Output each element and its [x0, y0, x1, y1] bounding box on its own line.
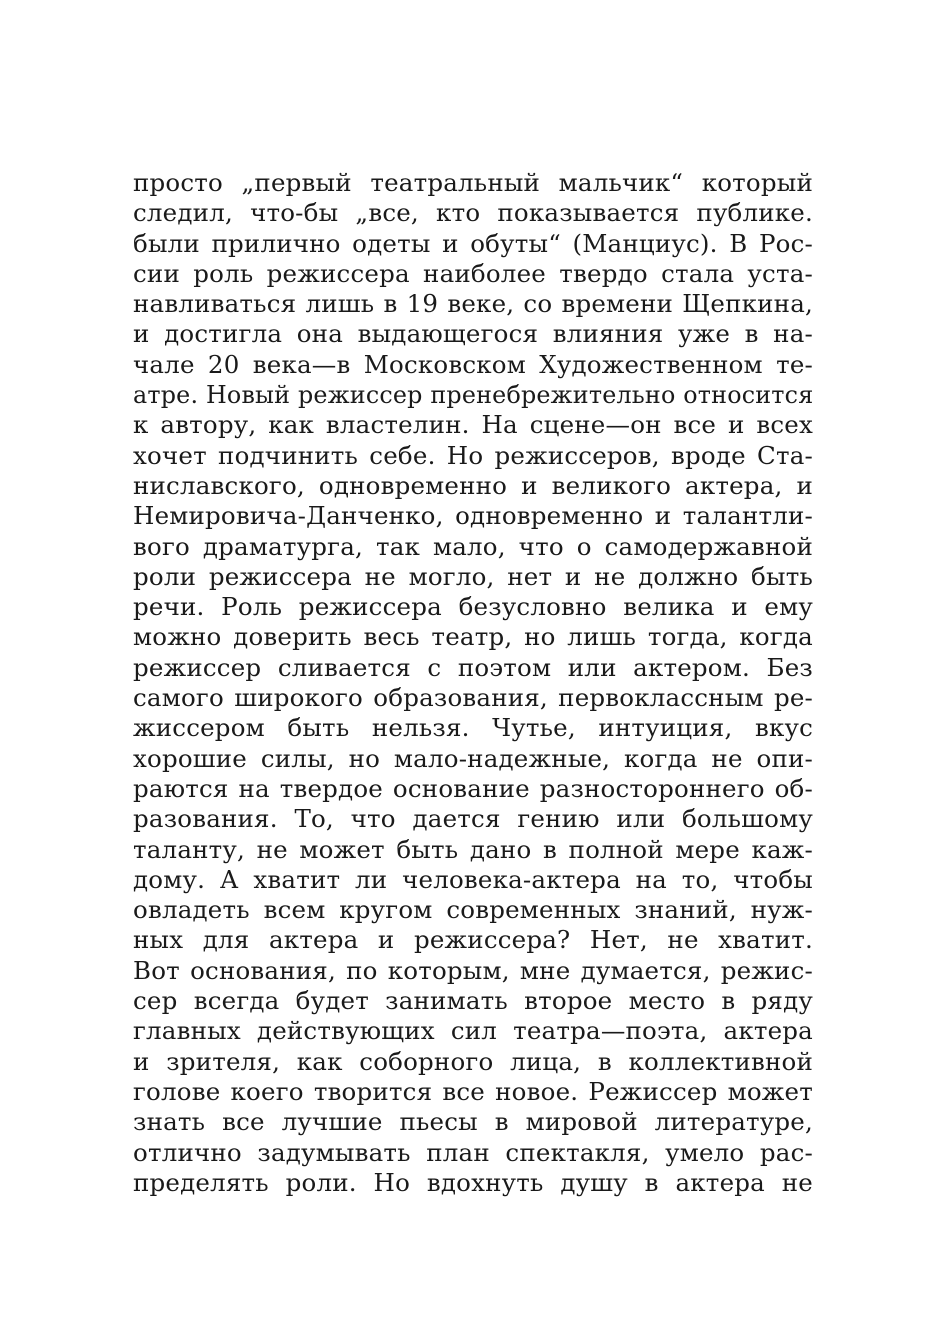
- text-line: отлично задумывать план спектакля, умело рас-: [133, 1137, 813, 1167]
- text-line: главных действующих сил театра—поэта, актера: [133, 1016, 813, 1046]
- text-line: Немировича-Данченко, одновременно и талантли-: [133, 501, 813, 531]
- text-line: навливаться лишь в 19 веке, со времени Щепкина,: [133, 289, 813, 319]
- text-line: сии роль режиссера наиболее твердо стала уста-: [133, 258, 813, 288]
- text-line: и зрителя, как соборного лица, в коллективной: [133, 1046, 813, 1076]
- text-line: ных для актера и режиссера? Нет, не хватит.: [133, 925, 813, 955]
- text-line: к автору, как властелин. На сцене—он все и всех: [133, 410, 813, 440]
- text-line: пределять роли. Но вдохнуть душу в актера не: [133, 1167, 813, 1197]
- text-line: и достигла она выдающегося влияния уже в на-: [133, 319, 813, 349]
- text-line: вого драматурга, так мало, что о самодержавной: [133, 531, 813, 561]
- text-line: Вот основания, по которым, мне думается, режис-: [133, 955, 813, 985]
- text-line: самого широкого образования, первоклассным ре-: [133, 683, 813, 713]
- text-line: следил, что-бы „все, кто показывается публике.: [133, 198, 813, 228]
- text-line: речи. Роль режиссера безусловно велика и ему: [133, 592, 813, 622]
- text-line: разования. То, что дается гению или большому: [133, 804, 813, 834]
- text-line: ниславского, одновременно и великого актера, и: [133, 470, 813, 500]
- text-line: голове коего творится все новое. Режиссер может: [133, 1076, 813, 1106]
- text-line: хочет подчинить себе. Но режиссеров, вроде Ста-: [133, 440, 813, 470]
- text-line: овладеть всем кругом современных знаний, нуж-: [133, 895, 813, 925]
- text-line: просто „первый театральный мальчик“ который: [133, 168, 813, 197]
- text-line: дому. А хватит ли человека-актера на то, чтобы: [133, 864, 813, 894]
- text-line: можно доверить весь театр, но лишь тогда, когда: [133, 622, 813, 652]
- text-line: таланту, не может быть дано в полной мере каж-: [133, 834, 813, 864]
- page-text: [133, 168, 813, 1198]
- text-line: роли режиссера не могло, нет и не должно быть: [133, 561, 813, 591]
- text-line: знать все лучшие пьесы в мировой литературе,: [133, 1107, 813, 1137]
- text-line: сер всегда будет занимать второе место в ряду: [133, 986, 813, 1016]
- text-line: чале 20 века—в Московском Художественном те-: [133, 349, 813, 379]
- text-line: были прилично одеты и обуты“ (Манциус). В Рос-: [133, 228, 813, 258]
- text-line: режиссер сливается с поэтом или актером. Без: [133, 652, 813, 682]
- text-line: хорошие силы, но мало-надежные, когда не опи-: [133, 743, 813, 773]
- text-line: раются на твердое основание разностороннего об-: [133, 773, 813, 803]
- text-line: жиссером быть нельзя. Чутье, интуиция, вкус: [133, 713, 813, 743]
- text-line: атре. Новый режиссер пренебрежительно относится: [133, 380, 814, 410]
